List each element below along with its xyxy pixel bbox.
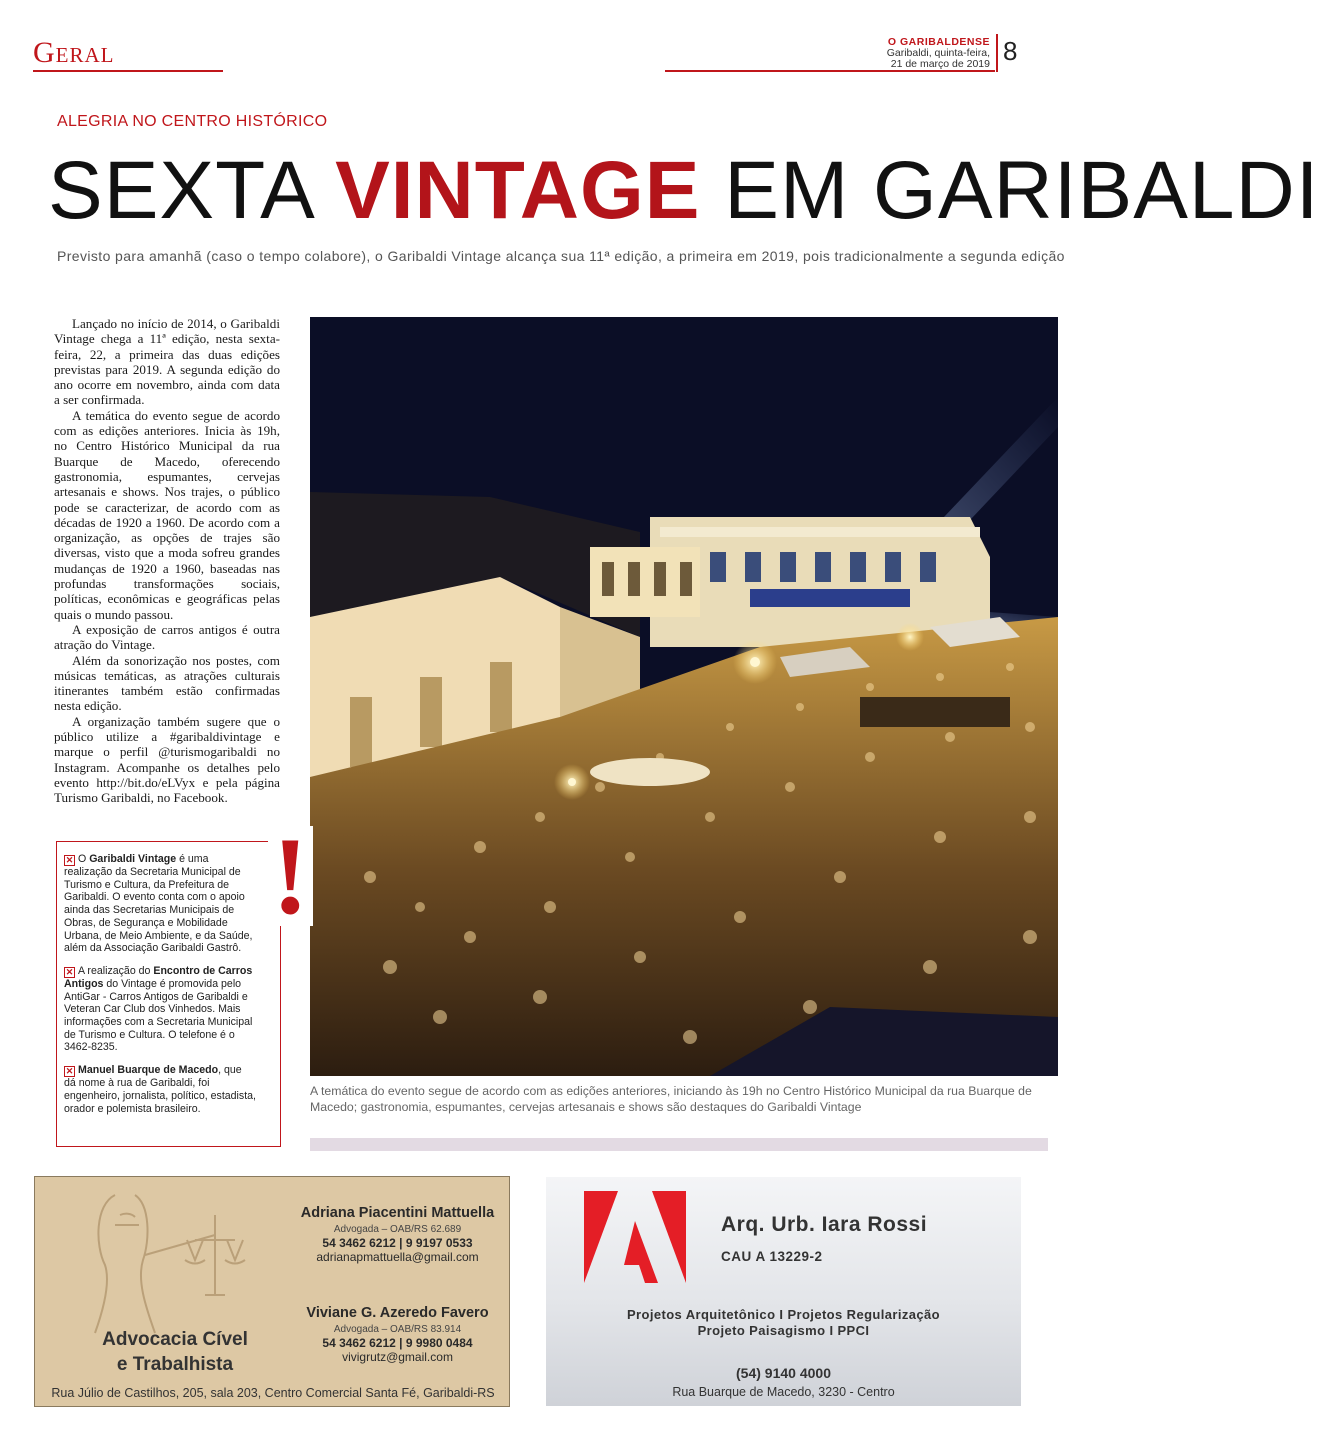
section-rule (33, 70, 223, 72)
info-bold: Encontro de Carros Antigos (64, 964, 253, 990)
architect-logo-icon (584, 1191, 686, 1283)
paragraph: Lançado no início de 2014, o Garibaldi Vintage chega a 11ª edição, nesta sexta-feira, 22, a primeira das duas edições previstas para 2019. A segunda edição do ano ocorre em novembro, ainda com data a ser confirmada. (54, 316, 280, 408)
section-title: Geral (33, 36, 115, 69)
page-number-divider (996, 34, 998, 72)
header-rule (665, 70, 995, 72)
info-box (56, 841, 281, 1147)
article-body (54, 316, 280, 806)
info-item (64, 1064, 256, 1115)
paragraph: A organização também sugere que o público utilize a #garibaldivintage e marque o perfil @turismogaribaldi no Instagram. Acompanhe os detalhes pelo evento http://bit.do/eLVyx e pela página Turismo Garibaldi, no Facebook. (54, 713, 280, 806)
lawyer-1-registration: Advogada – OAB/RS 62.689 (333, 1224, 462, 1235)
date-line-2: 21 de março de 2019 (890, 58, 990, 70)
event-photo (310, 317, 1058, 1076)
standfirst: Previsto para amanhã (caso o tempo colabore), o Garibaldi Vintage alcança sua 11ª edição, a primeira em 2019, pois tradicionalmente a segunda edição (57, 248, 1065, 264)
lawyer-1-name: Adriana Piacentini Mattuella (300, 1205, 495, 1221)
paragraph: Além da sonorização nos postes, com músicas temáticas, as atrações culturais itinerantes também estão confirmadas nesta edição. (54, 652, 280, 714)
law-firm-title-line-1: Advocacia Cível (102, 1329, 248, 1350)
masthead (887, 37, 990, 70)
headline (48, 146, 1320, 236)
checkbox-icon: ✕ (65, 1066, 74, 1077)
lawyer-1-email: adrianapmattuella@gmail.com (316, 1250, 479, 1264)
lady-justice-icon (75, 1185, 255, 1335)
lawyer-2-email: vivigrutz@gmail.com (342, 1350, 453, 1364)
checkbox-icon: ✕ (65, 855, 74, 865)
architect-name: Arq. Urb. Iara Rossi (721, 1213, 928, 1236)
checkbox-icon: ✕ (65, 966, 74, 977)
lawyer-2-name: Viviane G. Azeredo Favero (306, 1305, 489, 1321)
info-bold: Manuel Buarque de Macedo (78, 1064, 219, 1077)
headline-word-3: EM GARIBALDI (724, 145, 1320, 236)
law-firm-title-line-2: e Trabalhista (116, 1354, 234, 1375)
info-item (64, 965, 256, 1054)
architect-address: Rua Buarque de Macedo, 3230 - Centro (672, 1385, 895, 1399)
architect-registration: CAU A 13229-2 (721, 1249, 823, 1264)
lawyer-1-phones: 54 3462 6212 | 9 9197 0533 (322, 1236, 473, 1250)
lawyer-2-registration: Advogada – OAB/RS 83.914 (333, 1324, 462, 1335)
headline-highlight: VINTAGE (335, 145, 701, 236)
info-text: do Vintage é promovida pelo AntiGar - Carros Antigos de Garibaldi e Veteran Car Club dos Vinhedos. Mais informações com a Secretaria Municipal de Turismo e Cultura. O telefone é o 3462-8235. (64, 977, 253, 1054)
kicker: ALEGRIA NO CENTRO HISTÓRICO (57, 113, 328, 130)
night-crowd-illustration (310, 317, 1058, 1076)
architect-ad (546, 1177, 1021, 1406)
services-line-2: Projeto Paisagismo I PPCI (697, 1323, 870, 1338)
exclamation-icon: ! (268, 826, 313, 926)
info-bold: Garibaldi Vintage (89, 853, 177, 865)
services-line-1: Projetos Arquitetônico I Projetos Regularização (626, 1307, 941, 1322)
law-firm-ad (34, 1176, 510, 1407)
law-firm-address: Rua Júlio de Castilhos, 205, sala 203, Centro Comercial Santa Fé, Garibaldi-RS (51, 1386, 495, 1400)
decorative-band (310, 1138, 1048, 1151)
info-text: A realização do (78, 964, 154, 977)
info-text: é uma realização da Secretaria Municipal de Turismo e Cultura, da Prefeitura de Garibaldi. O evento conta com o apoio ainda das Secretarias Municipais de Obras, de Segurança e Mobilidade Urbana, de Meio Ambiente, e da Saúde, além da Associação Garibaldi Gastrô. (64, 853, 253, 955)
page-number: 8 (1003, 36, 1018, 66)
photo-caption: A temática do evento segue de acordo com as edições anteriores, iniciando às 19h no Centro Histórico Municipal da rua Buarque de Macedo; gastronomia, espumantes, cervejas artesanais e shows são destaques do Garibaldi Vintage (310, 1084, 1032, 1114)
paragraph: A temática do evento segue de acordo com as edições anteriores. Inicia às 19h, no Centro Histórico Municipal da rua Buarque de Macedo, oferecendo gastronomia, espumantes, cervejas artesanais e shows. Nos trajes, o público pode se caracterizar, de acordo com as décadas de 1920 a 1960. De acordo com a organização, as opções de trajes são diversas, visto que a moda sofreu grandes mudanças de 1920 a 1960, baseadas nas profundas transformações sociais, políticas, econômicas e geográficas pelas quais o mundo passou. (54, 407, 280, 622)
info-text: , que dá nome à rua de Garibaldi, foi engenheiro, jornalista, político, estadista, orador e polemista brasileiro. (64, 1064, 256, 1115)
info-item (64, 853, 256, 955)
date-line-1: Garibaldi, quinta-feira, (886, 47, 990, 59)
lawyer-2-phones: 54 3462 6212 | 9 9980 0484 (322, 1336, 473, 1350)
info-text: O (78, 853, 90, 865)
architect-phone: (54) 9140 4000 (736, 1365, 831, 1381)
paragraph: A exposição de carros antigos é outra atração do Vintage. (54, 621, 280, 653)
newspaper-name: O GARIBALDENSE (887, 36, 990, 48)
law-firm-title (65, 1327, 285, 1377)
headline-word-1: SEXTA (48, 145, 312, 236)
